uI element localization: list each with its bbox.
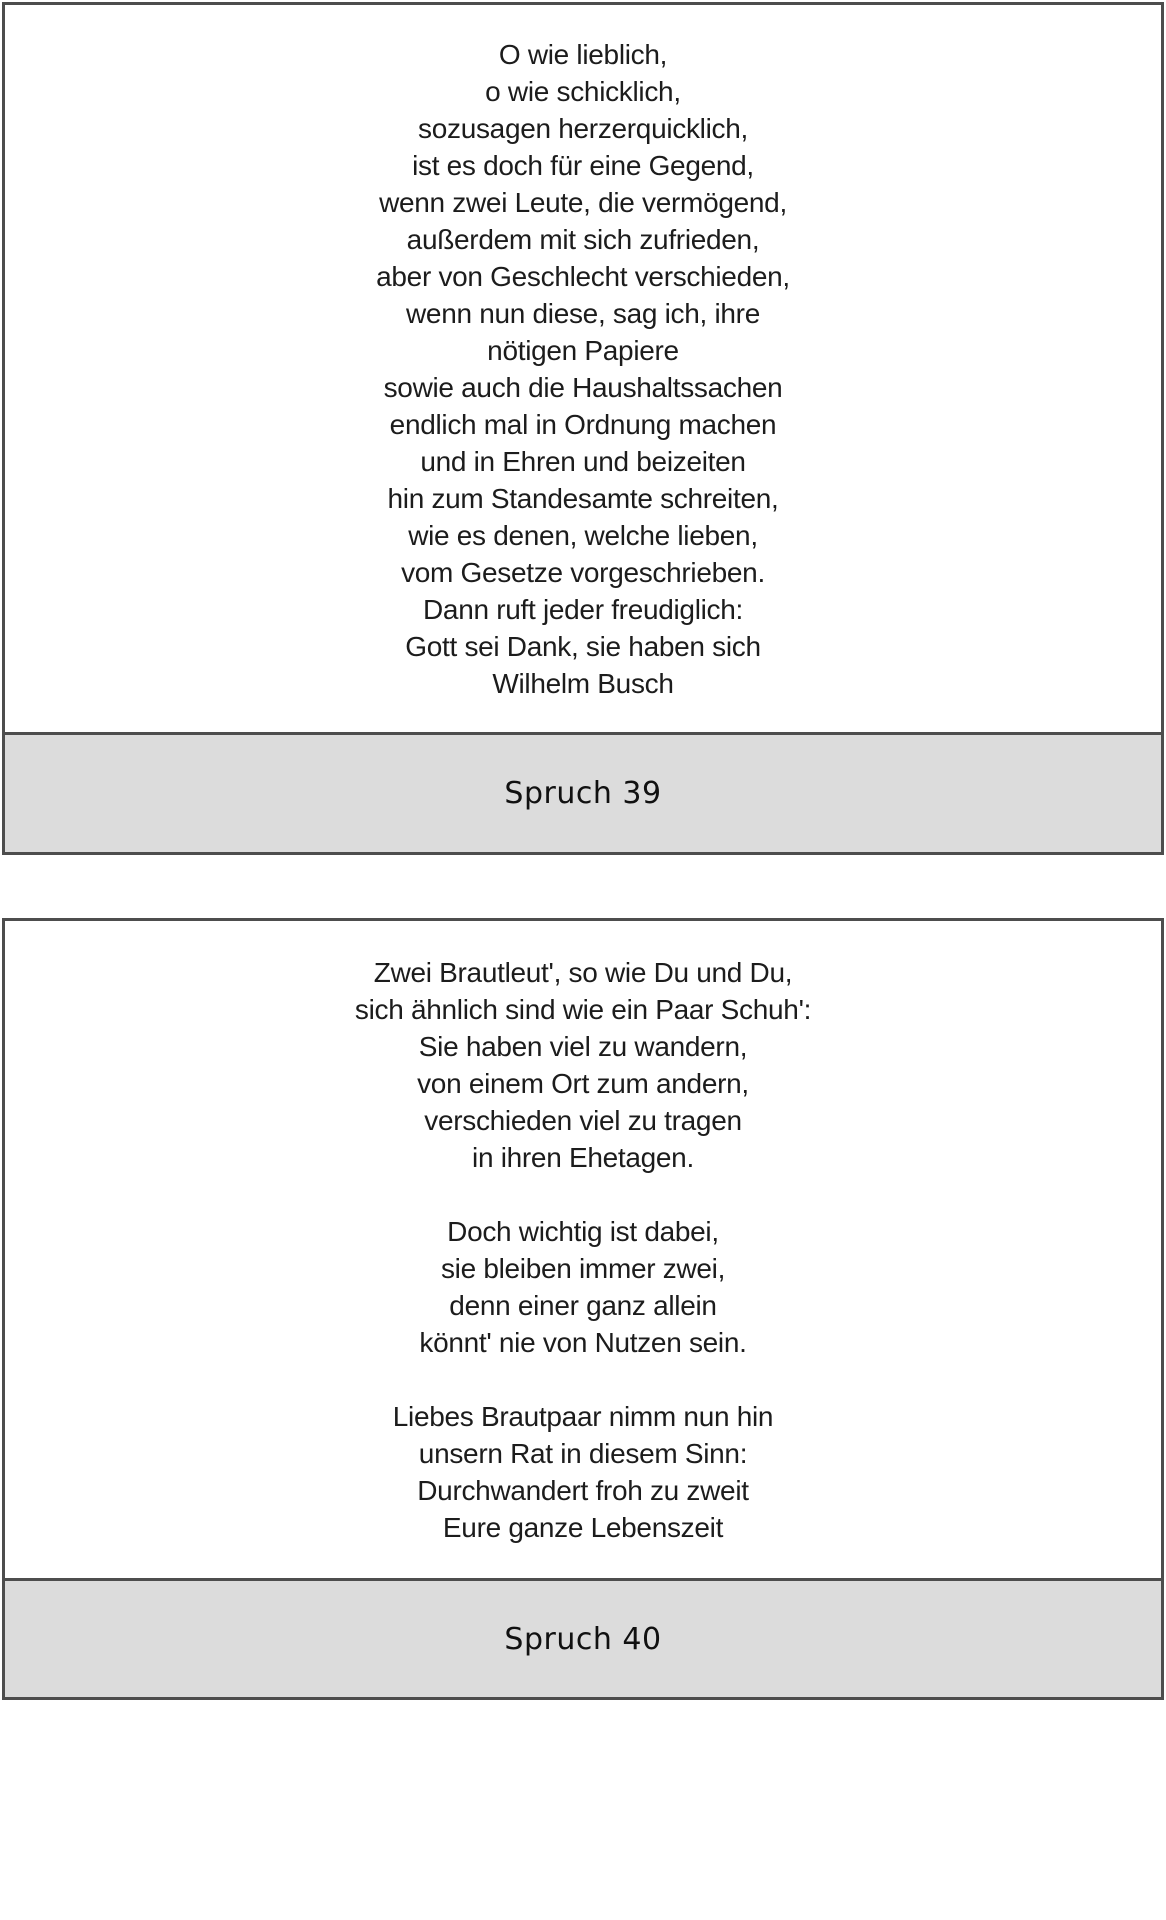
poem-39-text [5,36,1161,702]
poem-line: außerdem mit sich zufrieden, [406,223,760,255]
poem-line: O wie lieblich, [498,38,668,70]
poem-line: Durchwandert froh zu zweit [417,1474,749,1506]
poem-line: Zwei Brautleut', so wie Du und Du, [373,956,793,988]
poem-line: endlich mal in Ordnung machen [389,408,777,440]
poem-line: wenn zwei Leute, die vermögend, [379,186,787,218]
poem-author: Wilhelm Busch [492,667,674,699]
poem-line: sie bleiben immer zwei, [440,1252,726,1284]
poem-line: sozusagen herzerquicklich, [418,112,748,144]
poem-line: vom Gesetze vorgeschrieben. [401,556,765,588]
poem-line: von einem Ort zum andern, [417,1067,749,1099]
poem-line: unsern Rat in diesem Sinn: [418,1437,748,1469]
poem-stanza [5,954,1161,1176]
poem-line: wenn nun diese, sag ich, ihre [406,297,760,329]
poem-line: könnt' nie von Nutzen sein. [419,1326,747,1358]
poem-line: wie es denen, welche lieben, [408,519,758,551]
poem-40-text [5,954,1161,1546]
poem-line: Liebes Brautpaar nimm nun hin [392,1400,774,1432]
poem-line: ist es doch für eine Gegend, [412,149,754,181]
poem-line: Sie haben viel zu wandern, [418,1030,748,1062]
poem-line: und in Ehren und beizeiten [420,445,746,477]
poem-box-39 [2,2,1164,735]
poem-line: hin zum Standesamte schreiten, [387,482,779,514]
poem-stanza [5,1213,1161,1361]
poem-line: denn einer ganz allein [449,1289,717,1321]
poem-line: o wie schicklich, [485,75,681,107]
banner-spruch-39 [2,732,1164,855]
poem-line: Doch wichtig ist dabei, [447,1215,719,1247]
poem-line: sich ähnlich sind wie ein Paar Schuh': [354,993,812,1025]
poem-line: Dann ruft jeder freudiglich: [423,593,743,625]
poem-line: nötigen Papiere [487,334,679,366]
poem-line: Eure ganze Lebenszeit [442,1511,724,1543]
banner-spruch-40-label: Spruch 40 [504,1621,662,1657]
poem-39-lines [5,36,1161,665]
poem-box-40 [2,918,1164,1581]
banner-spruch-39-label: Spruch 39 [504,776,662,811]
poem-line: sowie auch die Haushaltssachen [383,371,783,403]
poem-line: Gott sei Dank, sie haben sich [405,630,761,662]
poem-line: in ihren Ehetagen. [472,1141,694,1173]
poem-line: verschieden viel zu tragen [424,1104,742,1136]
banner-spruch-40 [2,1578,1164,1700]
poem-stanza [5,1398,1161,1546]
poem-line: aber von Geschlecht verschieden, [376,260,790,292]
